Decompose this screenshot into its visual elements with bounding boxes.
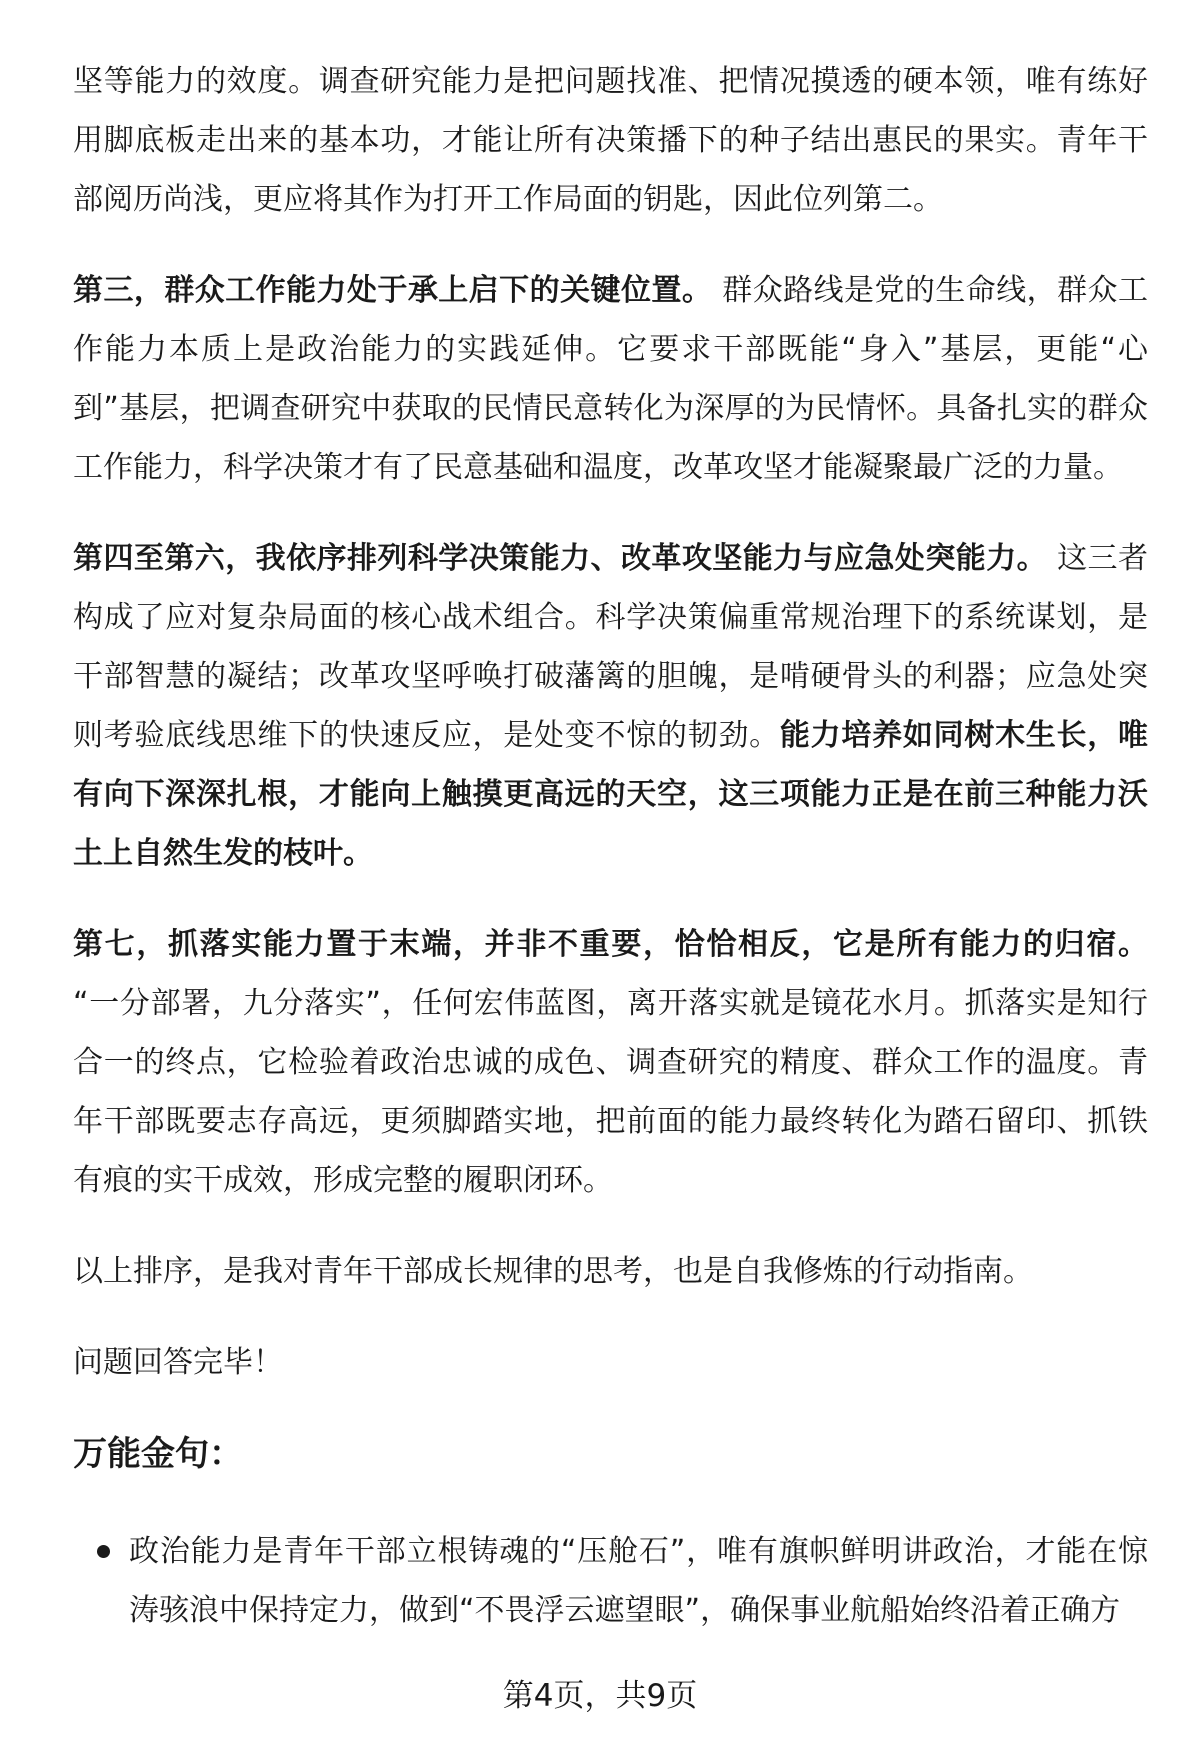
- bullet-dot-icon: [97, 1545, 110, 1558]
- paragraph-4: [73, 915, 1148, 1210]
- paragraph-2: [73, 261, 1148, 497]
- summary-paragraph: 以上排序，是我对青年干部成长规律的思考，也是自我修炼的行动指南。: [73, 1254, 1033, 1289]
- list-item-text: 政治能力是青年干部立根铸魂的“压舱石”，唯有旗帜鲜明讲政治，才能在惊涛骇浪中保持定力，做到“不畏浮云遮望眼”，确保事业航船始终沿着正确方: [129, 1534, 1148, 1628]
- paragraph-lead: 第七，抓落实能力置于末端，并非不重要，恰恰相反，它是所有能力的归宿。: [73, 927, 1148, 962]
- paragraph-lead: 第四至第六，我依序排列科学决策能力、改革攻坚能力与应急处突能力。: [73, 541, 1048, 576]
- paragraph-text: “一分部署，九分落实”，任何宏伟蓝图，离开落实就是镜花水月。抓落实是知行合一的终点，它检验着政治忠诚的成色、调查研究的精度、群众工作的温度。青年干部既要志存高远，更须脚踏实地，把前面的能力最终转化为踏石留印、抓铁有痕的实干成效，形成完整的履职闭环。: [73, 986, 1148, 1198]
- document-body: [73, 52, 1148, 1640]
- paragraph-text: 坚等能力的效度。调查研究能力是把问题找准、把情况摸透的硬本领，唯有练好用脚底板走出来的基本功，才能让所有决策播下的种子结出惠民的果实。青年干部阅历尚浅，更应将其作为打开工作局面的钥匙，因此位列第二。: [73, 64, 1148, 217]
- paragraph-1: [73, 52, 1148, 229]
- list-item: [129, 1522, 1148, 1640]
- paragraph-text: 群众路线是党的生命线，群众工作能力本质上是政治能力的实践延伸。它要求干部既能“身入”基层，更能“心到”基层，把调查研究中获取的民情民意转化为深厚的为民情怀。具备扎实的群众工作能力，科学决策才有了民意基础和温度，改革攻坚才能凝聚最广泛的力量。: [73, 273, 1148, 485]
- page-footer: 第4页，共9页: [502, 1678, 698, 1714]
- paragraph-lead: 第三，群众工作能力处于承上启下的关键位置。: [73, 273, 713, 308]
- paragraph-3: [73, 529, 1148, 883]
- finish-paragraph: 问题回答完毕！: [73, 1345, 283, 1380]
- paragraph-bold-tail: 能力培养如同树木生长，唯有向下深深扎根，才能向上触摸更高远的天空，这三项能力正是在前三种能力沃土上自然生发的枝叶。: [73, 718, 1149, 871]
- golden-sentences-list: [73, 1522, 1148, 1640]
- golden-sentences-heading: 万能金句：: [73, 1434, 243, 1474]
- paragraph-text: 这三者构成了应对复杂局面的核心战术组合。科学决策偏重常规治理下的系统谋划，是干部智慧的凝结；改革攻坚呼唤打破藩篱的胆魄，是啃硬骨头的利器；应急处突则考验底线思维下的快速反应，是处变不惊的韧劲。: [73, 541, 1149, 753]
